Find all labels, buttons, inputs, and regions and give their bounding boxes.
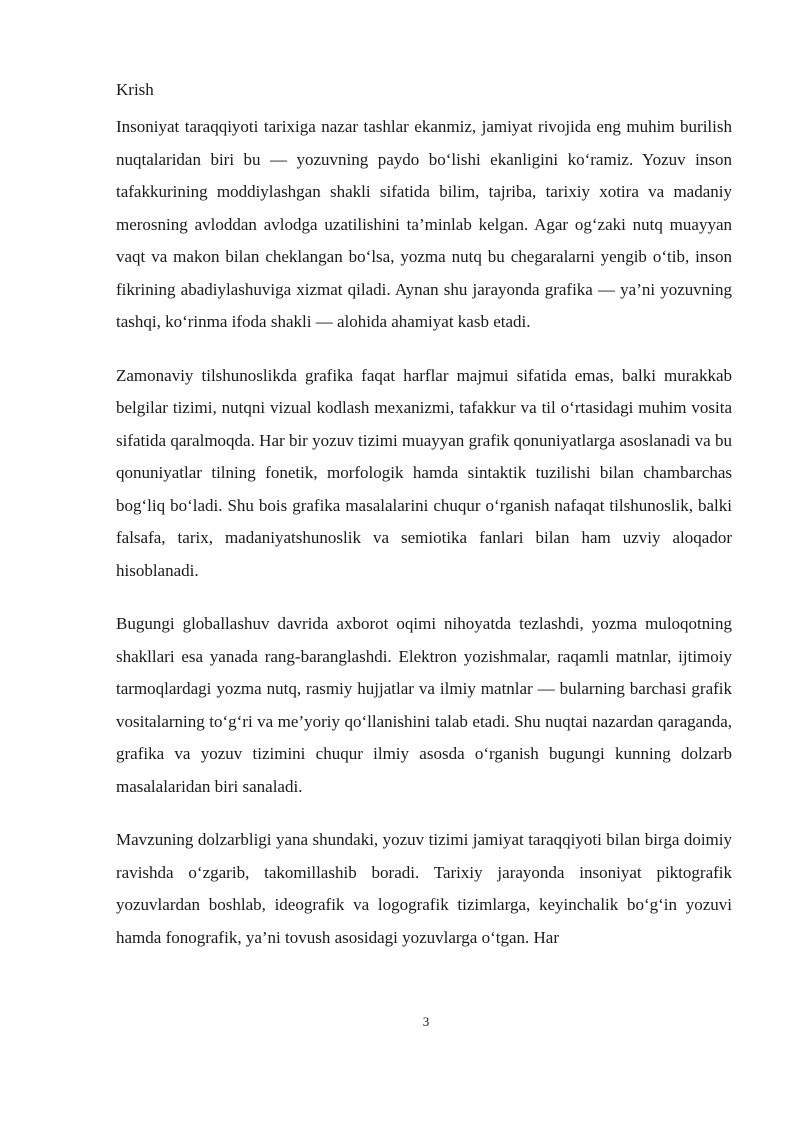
paragraph-2: Zamonaviy tilshunoslikda grafika faqat harflar majmui sifatida emas, balki murakkab belgilar tizimi, nutqni vizual kodlash mexanizmi, tafakkur va til o‘rtasidagi muhim vosita sifatida qaralmoqda. Har bir yozuv tizimi muayyan grafik qonuniyatlarga asoslanadi va bu qonuniyatlar tilning fonetik, morfologik hamda sintaktik tuzilishi bilan chambarchas bog‘liq bo‘ladi. Shu bois grafika masalalarini chuqur o‘rganish nafaqat tilshunoslik, balki falsafa, tarix, madaniyatshunoslik va semiotika fanlari bilan ham uzviy aloqador hisoblanadi. xyxy=(116,365,732,580)
paragraph-1: Insoniyat taraqqiyoti tarixiga nazar tashlar ekanmiz, jamiyat rivojida eng muhim burilish nuqtalaridan biri bu — yozuvning paydo bo‘lishi ekanligini ko‘ramiz. Yozuv inson tafakkurining moddiylashgan shakli sifatida bilim, tajriba, tarixiy xotira va madaniy merosning avloddan avlodga uzatilishini ta’minlab kelgan. Agar og‘zaki nutq muayyan vaqt va makon bilan cheklangan bo‘lsa, yozma nutq bu chegaralarni yengib o‘tib, inson fikrining abadiylashuviga xizmat qiladi. Aynan shu jarayonda grafika — ya’ni yozuvning tashqi, ko‘rinma ifoda shakli — alohida ahamiyat kasb etadi. xyxy=(116,117,732,331)
paragraph-4: Mavzuning dolzarbligi yana shundaki, yozuv tizimi jamiyat taraqqiyoti bilan birga doimiy ravishda o‘zgarib, takomillashib boradi. Tarixiy jarayonda insoniyat piktografik yozuvlardan boshlab, ideografik va logografik tizimlarga, keyinchalik bo‘g‘in yozuvi hamda fonografik, ya’ni tovush asosidagi yozuvlarga o‘tgan. Har xyxy=(116,830,732,947)
page-number: 3 xyxy=(422,1014,430,1029)
section-heading: Krish xyxy=(116,80,154,99)
paragraph-3: Bugungi globallashuv davrida axborot oqimi nihoyatda tezlashdi, yozma muloqotning shakllari esa yanada rang-baranglashdi. Elektron yozishmalar, raqamli matnlar, ijtimoiy tarmoqlardagi yozma nutq, rasmiy hujjatlar va ilmiy matnlar — bularning barchasi grafik vositalarning to‘g‘ri va me’yoriy qo‘llanishini talab etadi. Shu nuqtai nazardan qaraganda, grafika va yozuv tizimini chuqur ilmiy asosda o‘rganish bugungi kunning dolzarb masalalaridan biri sanaladi. xyxy=(116,614,732,796)
